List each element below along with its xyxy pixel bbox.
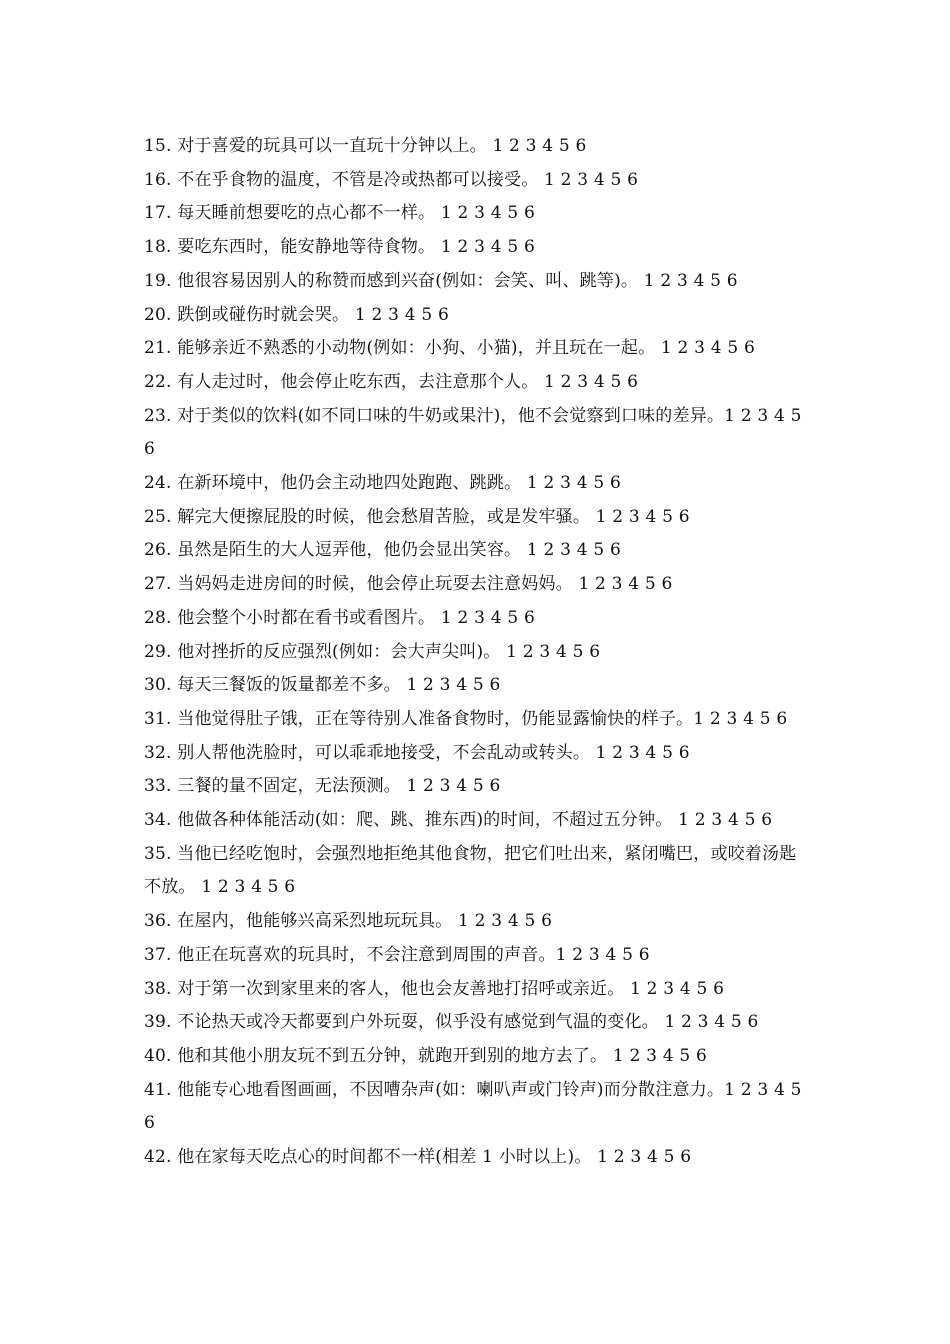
question-item-22: 22. 有人走过时，他会停止吃东西，去注意那个人。 1 2 3 4 5 6 (144, 371, 639, 392)
question-item-29: 29. 他对挫折的反应强烈(例如：会大声尖叫)。 1 2 3 4 5 6 (144, 641, 601, 662)
question-item-16: 16. 不在乎食物的温度，不管是冷或热都可以接受。 1 2 3 4 5 6 (144, 169, 639, 190)
question-item-24: 24. 在新环境中，他仍会主动地四处跑跑、跳跳。 1 2 3 4 5 6 (144, 473, 621, 494)
question-item-25: 25. 解完大便擦屁股的时候，他会愁眉苦脸，或是发牢骚。 1 2 3 4 5 6 (144, 506, 690, 527)
question-item-37: 37. 他正在玩喜欢的玩具时，不会注意到周围的声音。1 2 3 4 5 6 (144, 944, 650, 965)
questionnaire-page (144, 130, 810, 1175)
question-item-36: 36. 在屋内，他能够兴高采烈地玩玩具。 1 2 3 4 5 6 (144, 911, 553, 932)
question-item-31: 31. 当他觉得肚子饿，正在等待别人准备食物时，仍能显露愉快的样子。1 2 3 4 5 6 (144, 708, 788, 729)
question-item-35: 35. 当他已经吃饱时，会强烈地拒绝其他食物，把它们吐出来，紧闭嘴巴，或咬着汤匙不放。 1 2 3 4 5 6 (144, 843, 797, 898)
question-item-20: 20. 跌倒或碰伤时就会哭。 1 2 3 4 5 6 (144, 304, 449, 325)
question-item-26: 26. 虽然是陌生的大人逗弄他，他仍会显出笑容。 1 2 3 4 5 6 (144, 540, 621, 561)
question-item-17: 17. 每天睡前想要吃的点心都不一样。 1 2 3 4 5 6 (144, 203, 535, 224)
question-item-30: 30. 每天三餐饭的饭量都差不多。 1 2 3 4 5 6 (144, 675, 501, 696)
question-item-15: 15. 对于喜爱的玩具可以一直玩十分钟以上。 1 2 3 4 5 6 (144, 136, 587, 156)
question-item-18: 18. 要吃东西时，能安静地等待食物。 1 2 3 4 5 6 (144, 237, 535, 258)
question-item-27: 27. 当妈妈走进房间的时候，他会停止玩耍去注意妈妈。 1 2 3 4 5 6 (144, 574, 673, 595)
question-item-38: 38. 对于第一次到家里来的客人，他也会友善地打招呼或亲近。 1 2 3 4 5 6 (144, 978, 725, 999)
question-item-32: 32. 别人帮他洗脸时，可以乖乖地接受，不会乱动或转头。 1 2 3 4 5 6 (144, 742, 690, 763)
question-item-39: 39. 不论热天或冷天都要到户外玩耍，似乎没有感觉到气温的变化。 1 2 3 4 5 6 (144, 1012, 759, 1033)
question-item-33: 33. 三餐的量不固定，无法预测。 1 2 3 4 5 6 (144, 776, 501, 797)
question-item-34: 34. 他做各种体能活动(如：爬、跳、推东西)的时间，不超过五分钟。 1 2 3 4 5 6 (144, 810, 773, 831)
question-item-40: 40. 他和其他小朋友玩不到五分钟，就跑开到别的地方去了。 1 2 3 4 5 6 (144, 1045, 707, 1066)
question-item-23: 23. 对于类似的饮料(如不同口味的牛奶或果汁)，他不会觉察到口味的差异。1 2 3 4 5 6 (144, 405, 802, 460)
question-item-41: 41. 他能专心地看图画画，不因嘈杂声(如：喇叭声或门铃声)而分散注意力。1 2 3 4 5 6 (144, 1079, 802, 1134)
question-item-21: 21. 能够亲近不熟悉的小动物(例如：小狗、小猫)，并且玩在一起。 1 2 3 4 5 6 (144, 338, 756, 359)
question-item-19: 19. 他很容易因别人的称赞而感到兴奋(例如：会笑、叫、跳等)。 1 2 3 4 5 6 (144, 270, 738, 291)
question-item-42: 42. 他在家每天吃点心的时间都不一样(相差 1 小时以上)。 1 2 3 4 5 6 (144, 1147, 692, 1168)
question-item-28: 28. 他会整个小时都在看书或看图片。 1 2 3 4 5 6 (144, 607, 535, 628)
